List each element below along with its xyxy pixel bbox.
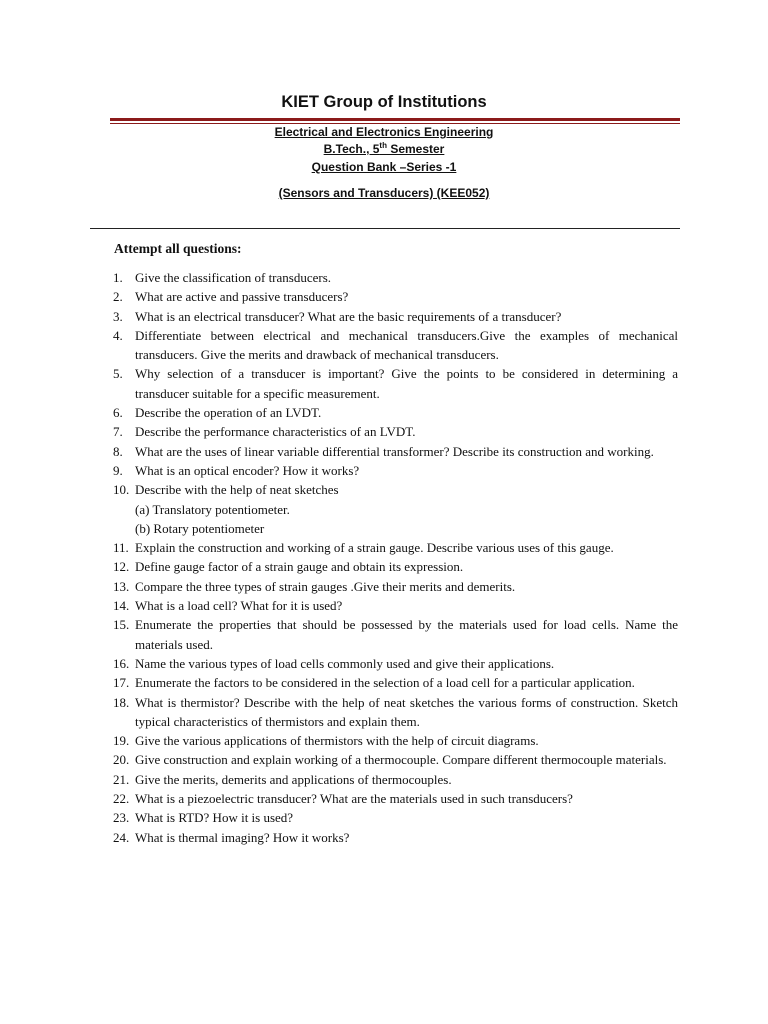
- question-item: [113, 480, 678, 538]
- question-text: What is RTD? How it is used?: [135, 810, 294, 826]
- question-number: 12.: [113, 559, 130, 575]
- question-number: 6.: [113, 405, 123, 421]
- question-subitem: (b) Rotary potentiometer: [135, 520, 265, 536]
- question-item: [113, 615, 678, 654]
- question-item: [113, 442, 678, 461]
- question-number: 23.: [113, 810, 130, 826]
- instructions: Attempt all questions:: [114, 241, 242, 256]
- question-number: 4.: [113, 327, 123, 343]
- question-number: 24.: [113, 829, 130, 845]
- question-item: [113, 268, 678, 287]
- question-text: What is a piezoelectric transducer? What are the materials used in such transducers?: [135, 791, 573, 807]
- question-number: 2.: [113, 289, 123, 305]
- question-number: 11.: [113, 540, 129, 556]
- question-item: [113, 693, 678, 732]
- question-text: What is an electrical transducer? What are the basic requirements of a transducer?: [135, 308, 562, 324]
- question-item: [113, 403, 678, 422]
- question-item: [113, 596, 678, 615]
- question-text: Explain the construction and working of a strain gauge. Describe various uses of this gauge.: [135, 540, 614, 556]
- question-text: Give the merits, demerits and applications of thermocouples.: [135, 771, 452, 787]
- department-line: Electrical and Electronics Engineering: [274, 125, 494, 139]
- question-text: What is thermistor? Describe with the help of neat sketches the various forms of construction. Sketch typical characteristics of thermistors and explain them.: [135, 694, 678, 729]
- question-item: [113, 422, 678, 441]
- question-text: What is an optical encoder? How it works?: [135, 462, 360, 478]
- question-text: Enumerate the factors to be considered in the selection of a load cell for a particular application.: [135, 675, 635, 691]
- question-text: Why selection of a transducer is important? Give the points to be considered in determining a transducer suitable for a specific measurement.: [135, 366, 678, 401]
- question-item: [113, 654, 678, 673]
- question-number: 15.: [113, 617, 130, 633]
- series-line: Question Bank –Series -1: [311, 160, 457, 174]
- question-number: 21.: [113, 771, 130, 787]
- program-line: [0, 142, 768, 156]
- question-number: 1.: [113, 270, 123, 285]
- question-text: What are active and passive transducers?: [135, 289, 349, 305]
- question-number: 5.: [113, 366, 123, 382]
- question-text: Define gauge factor of a strain gauge and obtain its expression.: [135, 559, 464, 575]
- question-item: [113, 789, 678, 808]
- question-text: Describe the operation of an LVDT.: [135, 405, 322, 421]
- question-number: 9.: [113, 462, 123, 478]
- question-text: Describe with the help of neat sketches: [135, 482, 339, 498]
- question-number: 22.: [113, 791, 130, 807]
- program-sup: th: [379, 141, 387, 150]
- question-number: 10.: [113, 482, 130, 498]
- question-item: [113, 731, 678, 750]
- question-text: Name the various types of load cells commonly used and give their applications.: [135, 655, 555, 671]
- subject-line: (Sensors and Transducers) (KEE052): [278, 186, 490, 200]
- question-text: Give the various applications of thermistors with the help of circuit diagrams.: [135, 733, 539, 749]
- question-item: [113, 673, 678, 692]
- program-suffix: Semester: [386, 142, 445, 156]
- question-item: [113, 557, 678, 576]
- header-rule-thick: [110, 118, 680, 121]
- question-item: [113, 828, 678, 847]
- question-text: Differentiate between electrical and mechanical transducers.Give the examples of mechanical transducers. Give the merits and drawback of mechanical transducers.: [135, 327, 678, 363]
- question-number: 8.: [113, 443, 123, 459]
- question-number: 7.: [113, 424, 123, 440]
- question-subitem: (a) Translatory potentiometer.: [135, 501, 290, 517]
- question-item: [113, 577, 678, 596]
- question-text: Describe the performance characteristics of an LVDT.: [135, 424, 416, 440]
- question-item: [113, 461, 678, 480]
- question-text: What is thermal imaging? How it works?: [135, 829, 350, 845]
- question-text: What are the uses of linear variable differential transformer? Describe its construction and working.: [135, 443, 654, 459]
- institution-title: KIET Group of Institutions: [281, 93, 487, 111]
- question-item: [113, 750, 678, 769]
- question-number: 19.: [113, 733, 130, 749]
- question-item: [113, 808, 678, 827]
- question-text: What is a load cell? What for it is used?: [135, 598, 343, 614]
- section-divider: [90, 228, 680, 229]
- question-text: Give the classification of transducers.: [135, 270, 332, 285]
- question-item: [113, 307, 678, 326]
- question-number: 14.: [113, 598, 130, 614]
- question-number: 3.: [113, 308, 123, 324]
- question-number: 20.: [113, 752, 130, 768]
- header-rule-thin: [110, 123, 680, 124]
- question-number: 13.: [113, 578, 130, 594]
- question-number: 18.: [113, 694, 130, 710]
- question-item: [113, 326, 678, 365]
- question-number: 17.: [113, 675, 130, 691]
- question-item: [113, 770, 678, 789]
- question-item: [113, 287, 678, 306]
- question-text: Compare the three types of strain gauges .Give their merits and demerits.: [135, 578, 516, 594]
- program-prefix: B.Tech., 5: [323, 142, 380, 156]
- question-text: Give construction and explain working of a thermocouple. Compare different thermocouple materials.: [135, 752, 667, 768]
- question-item: [113, 538, 678, 557]
- question-text: Enumerate the properties that should be possessed by the materials used for load cells. Name the materials used.: [135, 617, 678, 652]
- question-item: [113, 364, 678, 403]
- question-number: 16.: [113, 655, 130, 671]
- question-list: [113, 268, 678, 847]
